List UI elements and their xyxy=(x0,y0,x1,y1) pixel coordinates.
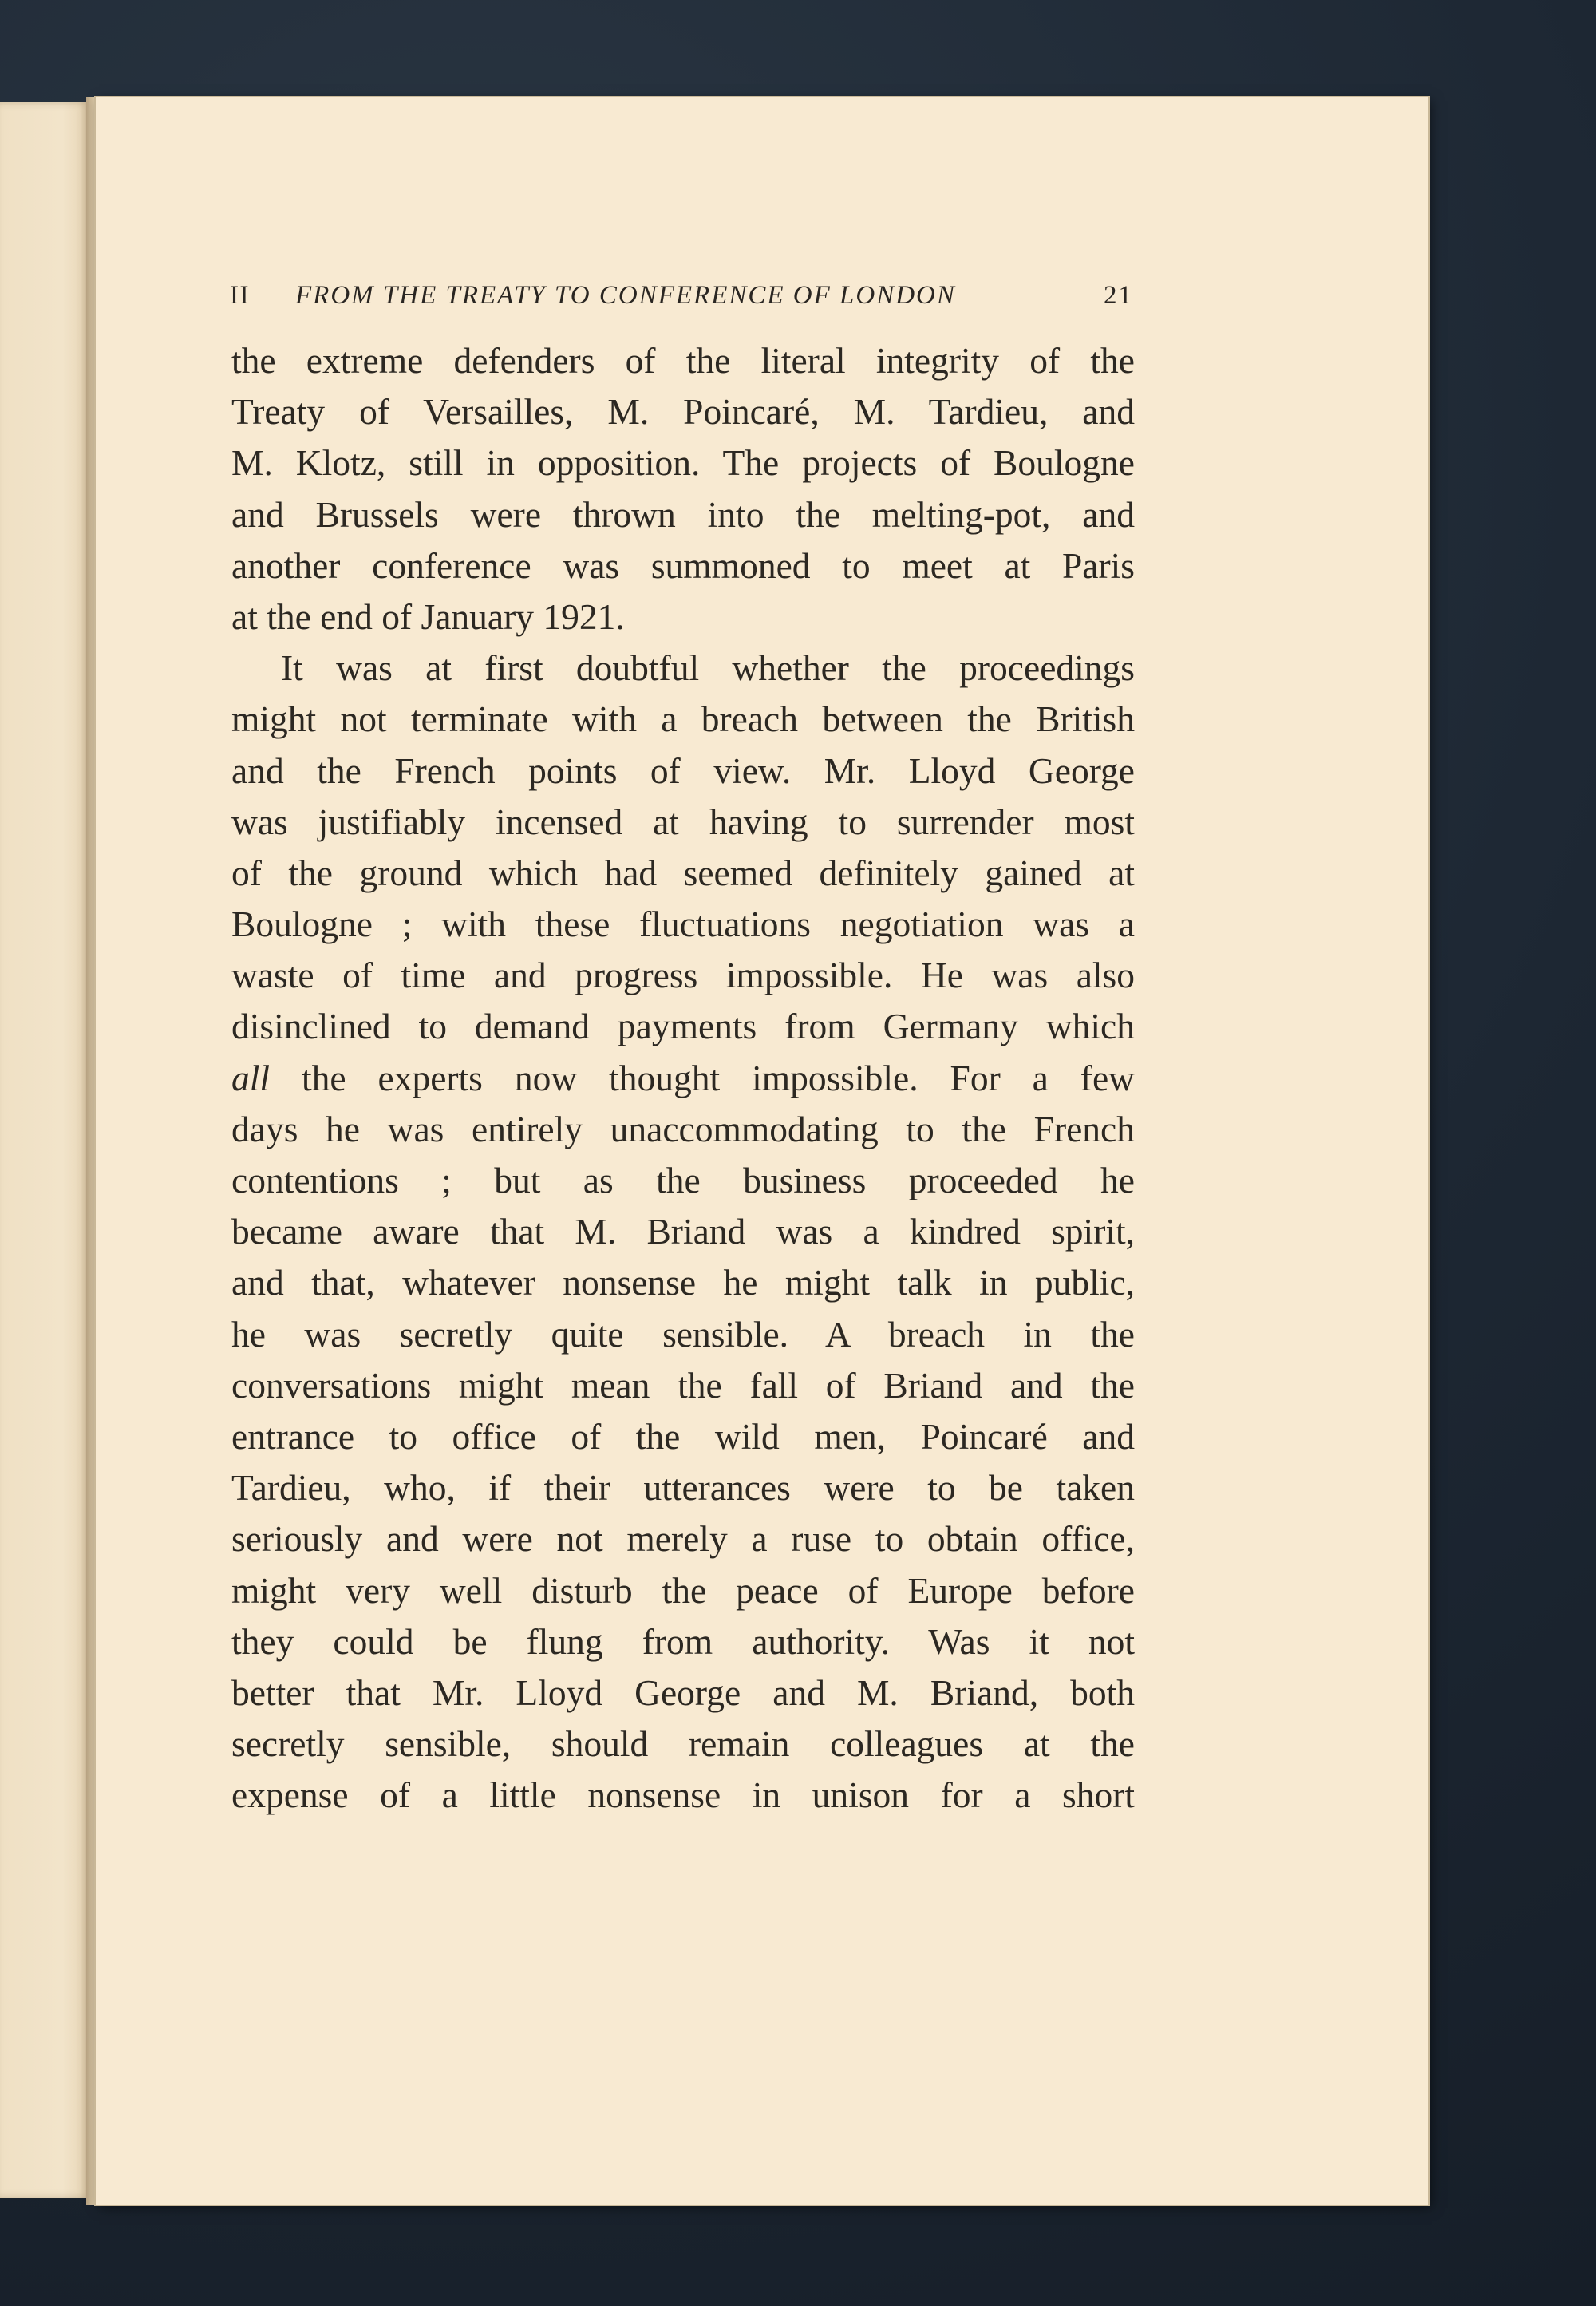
text-line: and Brussels were thrown into the melting-pot, and xyxy=(231,493,1135,535)
text-line: became aware that M. Briand was a kindred spirit, xyxy=(231,1211,1135,1252)
text-line: at the end of January 1921. xyxy=(231,595,625,637)
body-text xyxy=(231,335,1135,1821)
text-line: disinclined to demand payments from Germany which xyxy=(231,1006,1135,1047)
text-line-rest: the experts now thought impossible. For a few xyxy=(301,1057,1135,1098)
italic-word: all xyxy=(231,1057,271,1098)
text-line: contentions ; but as the business proceeded he xyxy=(231,1160,1135,1200)
text-line: Treaty of Versailles, M. Poincaré, M. Tardieu, and xyxy=(231,391,1135,433)
text-line: days he was entirely unaccommodating to the French xyxy=(231,1108,1135,1149)
text-line-with-italic xyxy=(231,1053,1135,1104)
chapter-number: II xyxy=(230,281,250,310)
text-line: secretly sensible, should remain colleagues at the xyxy=(231,1723,1135,1765)
text-line: Boulogne ; with these fluctuations negotiation was a xyxy=(231,904,1135,945)
running-title: FROM THE TREATY TO CONFERENCE OF LONDON xyxy=(295,281,956,310)
text-line: they could be flung from authority. Was it not xyxy=(231,1620,1135,1662)
text-line: might very well disturb the peace of Europe before xyxy=(231,1569,1135,1611)
text-line: was justifiably incensed at having to surrender most xyxy=(231,801,1135,842)
text-line: entrance to office of the wild men, Poincaré and xyxy=(231,1415,1135,1457)
text-line: expense of a little nonsense in unison for a short xyxy=(231,1774,1135,1816)
text-line: he was secretly quite sensible. A breach in the xyxy=(231,1313,1135,1355)
text-line: better that Mr. Lloyd George and M. Briand, both xyxy=(231,1671,1135,1713)
text-line: of the ground which had seemed definitely gained at xyxy=(231,852,1135,893)
text-line: Tardieu, who, if their utterances were to be taken xyxy=(231,1467,1135,1509)
previous-page-edge xyxy=(0,102,89,2198)
page-number: 21 xyxy=(1104,281,1133,310)
running-header xyxy=(230,281,1133,316)
text-line: waste of time and progress impossible. He was also xyxy=(231,955,1135,996)
text-line: the extreme defenders of the literal integrity of the xyxy=(231,340,1135,381)
text-line: It was at first doubtful whether the proceedings xyxy=(281,647,1135,689)
text-line: conversations might mean the fall of Briand and the xyxy=(231,1364,1135,1406)
text-line: might not terminate with a breach between the British xyxy=(231,698,1135,740)
text-line: and the French points of view. Mr. Lloyd George xyxy=(231,750,1135,791)
text-line: another conference was summoned to meet at Paris xyxy=(231,544,1135,586)
text-line: seriously and were not merely a ruse to obtain office, xyxy=(231,1518,1135,1560)
text-line: and that, whatever nonsense he might talk in public, xyxy=(231,1262,1135,1303)
text-line: M. Klotz, still in opposition. The projects of Boulogne xyxy=(231,442,1135,484)
